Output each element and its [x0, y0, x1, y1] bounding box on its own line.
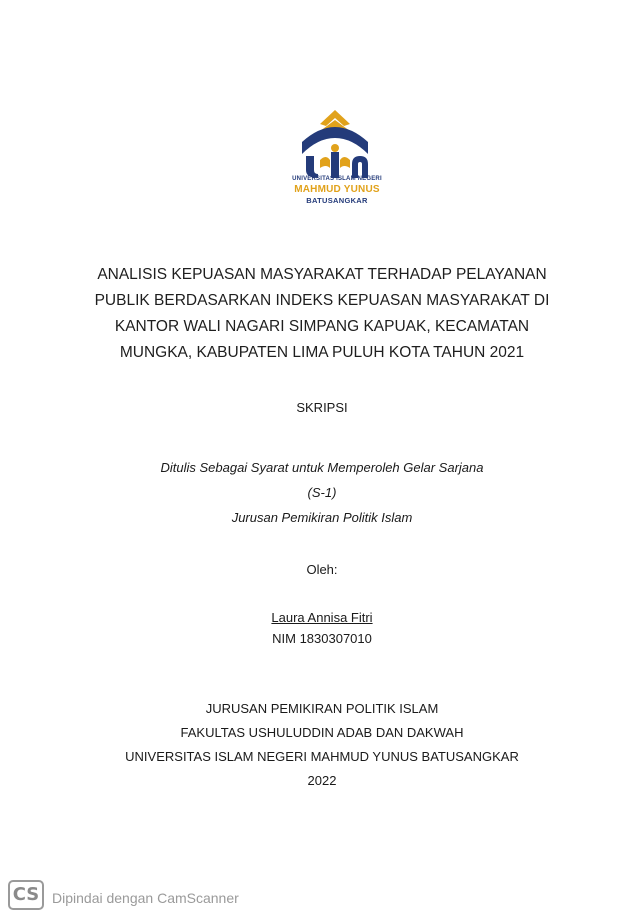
title-line: PUBLIK BERDASARKAN INDEKS KEPUASAN MASYARAKAT DI	[94, 292, 550, 309]
author-block	[0, 607, 644, 649]
purpose-statement	[0, 455, 644, 530]
institution-line: JURUSAN PEMIKIRAN POLITIK ISLAM	[205, 701, 439, 716]
camscanner-icon: CS	[8, 880, 44, 910]
institution-block	[0, 697, 644, 793]
university-emblem-icon	[292, 108, 378, 180]
by-label: Oleh:	[306, 562, 338, 577]
title-line: KANTOR WALI NAGARI SIMPANG KAPUAK, KECAMATAN	[114, 318, 530, 335]
logo-university-label: UNIVERSITAS ISLAM NEGERI	[292, 176, 382, 182]
author-nim: NIM 1830307010	[272, 631, 372, 646]
author-name: Laura Annisa Fitri	[271, 610, 373, 625]
purpose-line: Jurusan Pemikiran Politik Islam	[231, 510, 413, 525]
scanner-watermark: Dipindai dengan CamScanner	[52, 890, 239, 906]
title-line: ANALISIS KEPUASAN MASYARAKAT TERHADAP PELAYANAN	[97, 266, 547, 283]
document-type: SKRIPSI	[296, 400, 348, 415]
logo-name-label: MAHMUD YUNUS	[294, 184, 380, 195]
purpose-line: Ditulis Sebagai Syarat untuk Memperoleh Gelar Sarjana	[160, 460, 484, 475]
purpose-line: (S-1)	[307, 485, 337, 500]
institution-line: UNIVERSITAS ISLAM NEGERI MAHMUD YUNUS BATUSANGKAR	[125, 749, 519, 764]
institution-line: FAKULTAS USHULUDDIN ADAB DAN DAKWAH	[180, 725, 464, 740]
year: 2022	[307, 773, 337, 788]
logo-city-label: BATUSANGKAR	[306, 196, 368, 205]
title-line: MUNGKA, KABUPATEN LIMA PULUH KOTA TAHUN 2021	[119, 344, 525, 361]
thesis-title	[0, 262, 644, 366]
